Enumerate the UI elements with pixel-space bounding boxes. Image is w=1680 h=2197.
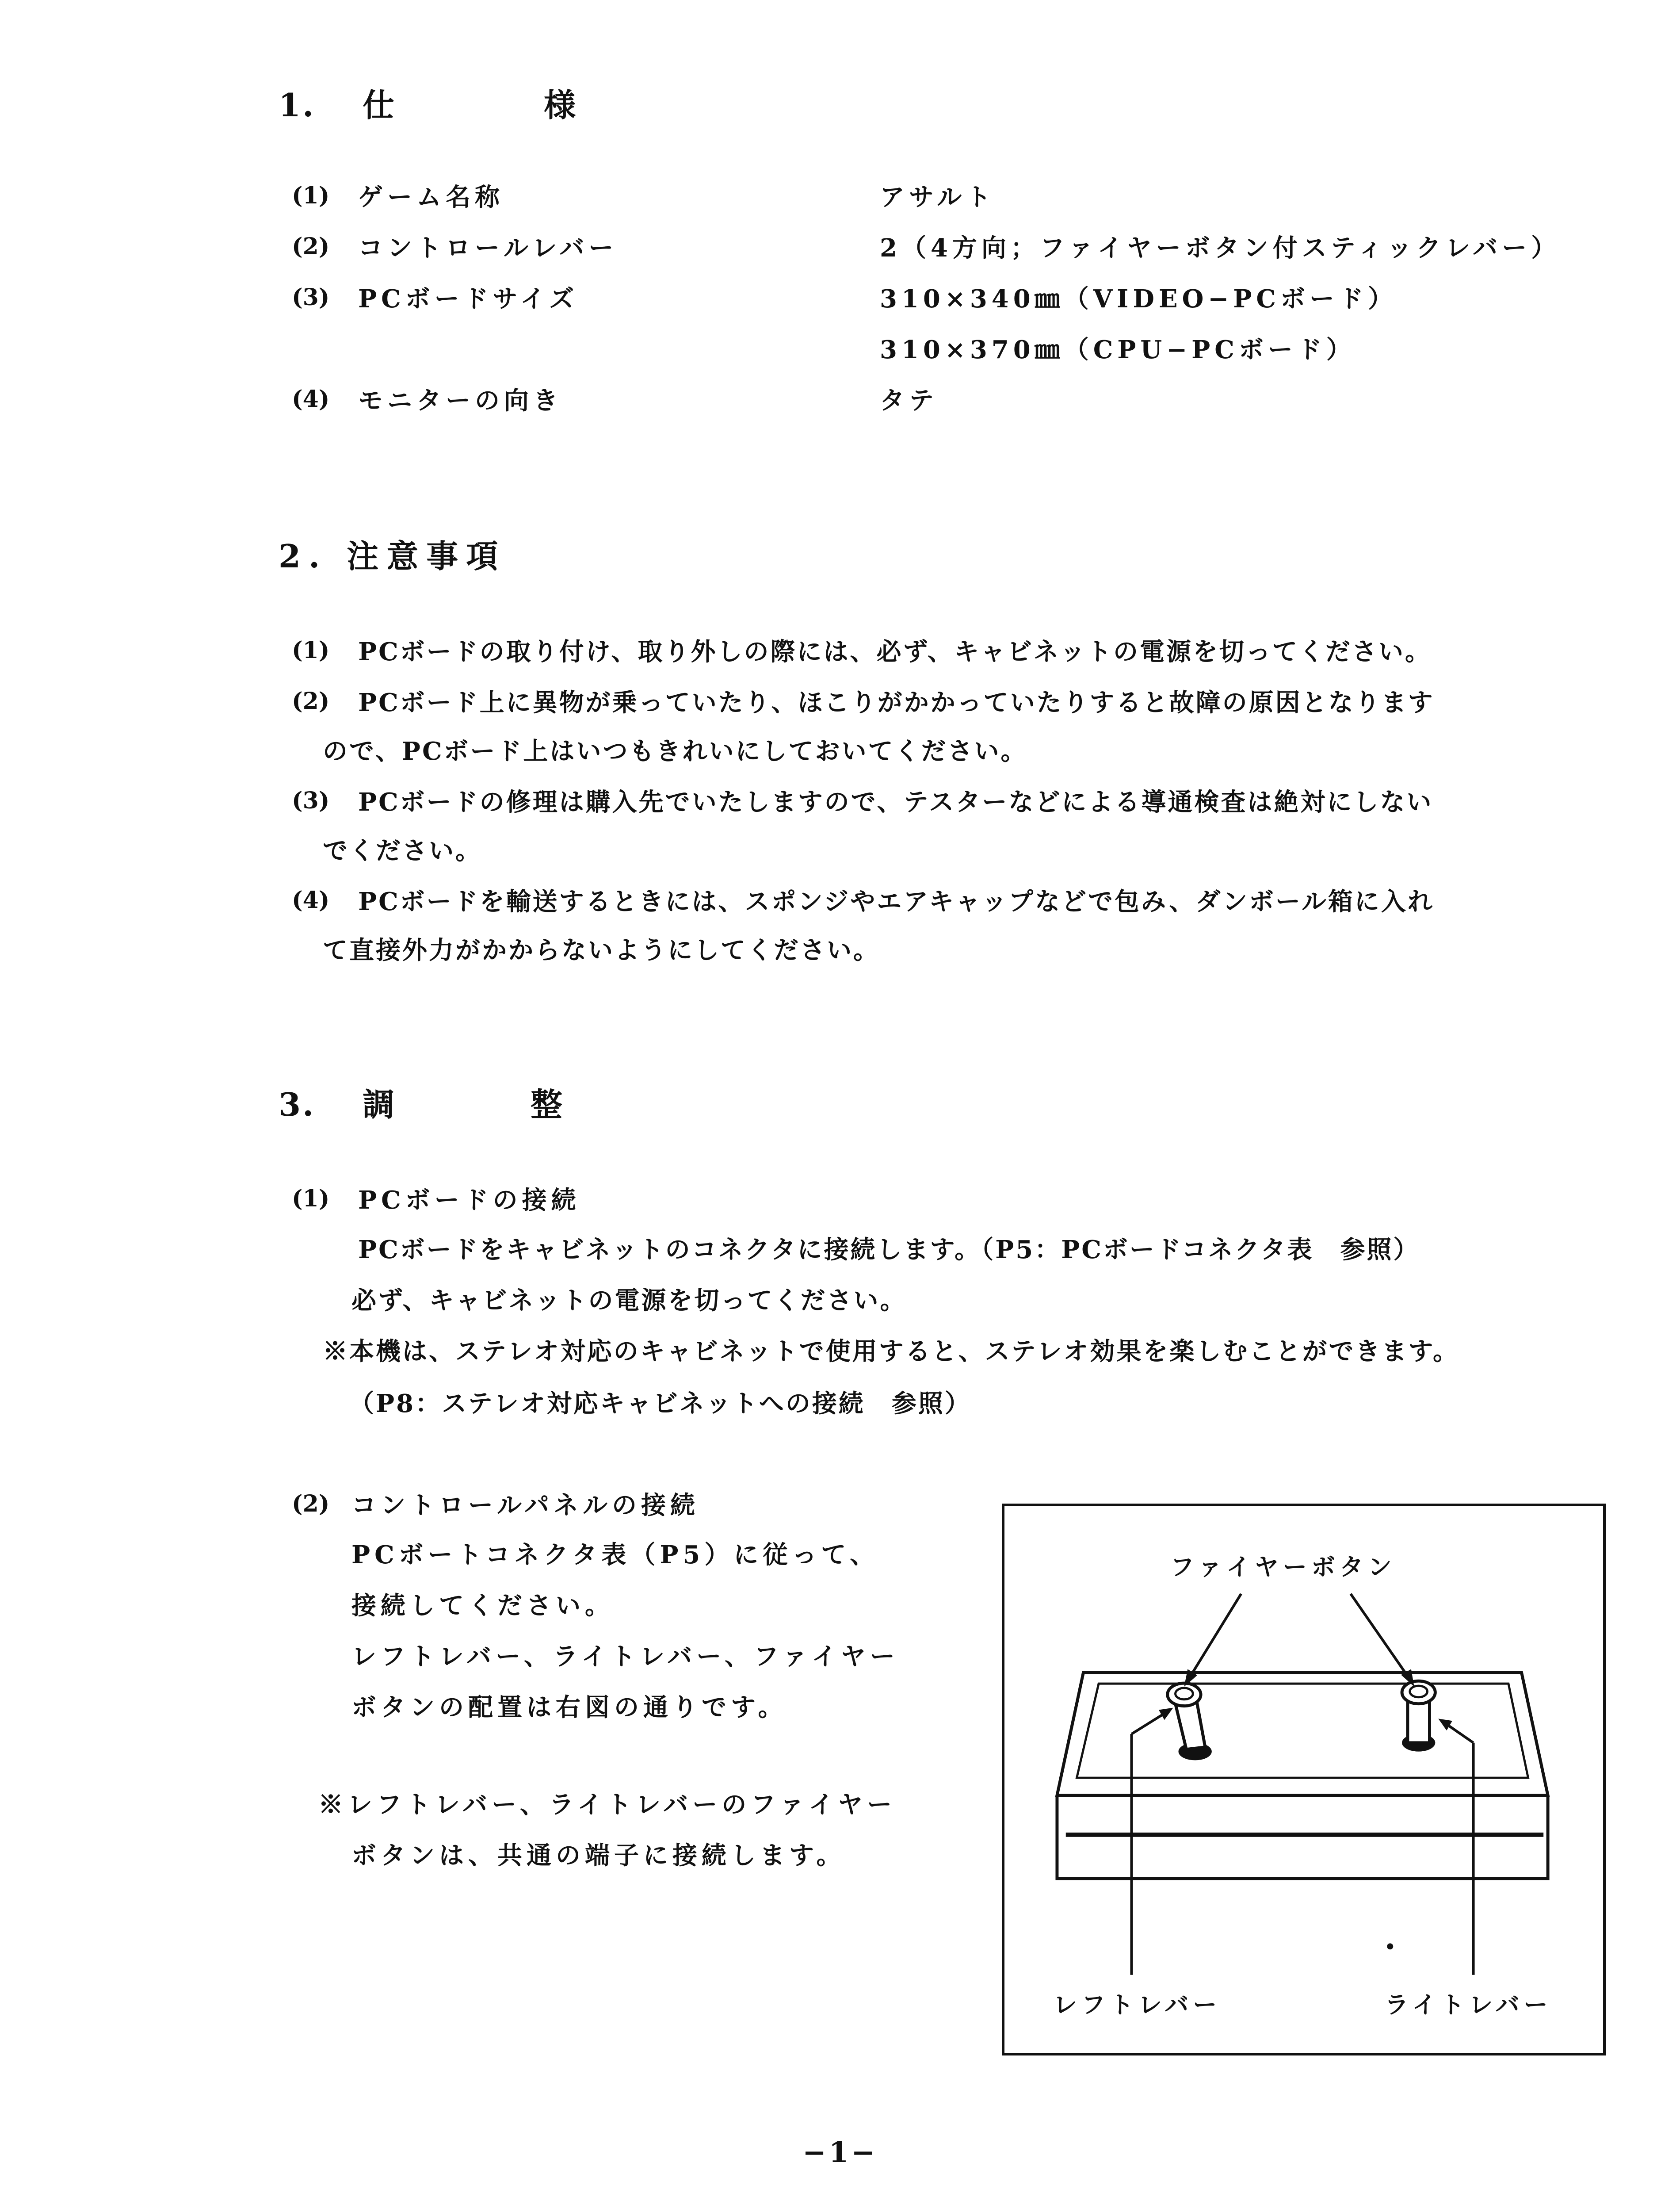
adjust-note-2a: ※レフトレバー、ライトレバーのファイヤー <box>318 1790 897 1819</box>
adjust-heading-1: PCボードの接続 <box>358 1186 580 1215</box>
caution-num-4: (4) <box>292 887 330 914</box>
spec-label-1: ゲーム名称 <box>358 183 504 212</box>
spec-value-4: タテ <box>880 386 938 415</box>
left-stick <box>1168 1683 1212 1760</box>
adjust-note-1b: （P8：ステレオ対応キャビネットへの接続 参照） <box>349 1389 971 1418</box>
spec-label-3: PCボードサイズ <box>358 284 579 314</box>
section3-title-left: 調 <box>363 1086 397 1123</box>
adjust-num-2: (2) <box>292 1490 330 1517</box>
caution-num-3: (3) <box>292 787 330 814</box>
adjust-line-2c: レフトレバー、ライトレバー、ファイヤー <box>351 1642 899 1671</box>
adjust-note-1a: ※本機は、ステレオ対応のキャビネットで使用すると、ステレオ効果を楽しむことができます。 <box>323 1337 1460 1366</box>
adjust-note-2b: ボタンは、共通の端子に接続します。 <box>351 1841 846 1870</box>
spec-num-1: (1) <box>292 182 330 209</box>
spec-label-4: モニターの向き <box>358 386 562 415</box>
adjust-heading-2: コントロールパネルの接続 <box>351 1491 699 1520</box>
spec-value-2: 2（4方向；ファイヤーボタン付スティックレバー） <box>880 233 1561 263</box>
right-lever-label: ライトレバー <box>1385 1990 1552 2019</box>
section1-title-left: 仕 <box>363 86 397 124</box>
adjust-line-2a: PCボートコネクタ表（P5）に従って、 <box>351 1540 879 1569</box>
caution-num-1: (1) <box>292 637 330 664</box>
fire-button-label: ファイヤーボタン <box>1170 1553 1396 1581</box>
section3-title <box>279 1079 564 1125</box>
caution-line-1a: PCボードの取り付け、取り外しの際には、必ず、キャビネットの電源を切ってください。 <box>358 637 1432 666</box>
adjust-num-1: (1) <box>292 1185 330 1212</box>
left-lever-label: レフトレバー <box>1053 1990 1222 2019</box>
spec-value-3b: 310×370㎜（CPU−PCボード） <box>880 335 1355 364</box>
caution-line-4a: PCボードを輸送するときには、スポンジやエアキャップなどで包み、ダンボール箱に入れ <box>358 887 1434 916</box>
spec-num-3: (3) <box>292 284 330 311</box>
section3-title-right: 整 <box>531 1086 565 1123</box>
control-panel-figure <box>1002 1504 1606 2055</box>
control-panel-drawing <box>1004 1506 1603 2053</box>
right-stick <box>1402 1681 1435 1751</box>
spec-value-3: 310×340㎜（VIDEO−PCボード） <box>880 284 1397 314</box>
caution-line-4b: て直接外力がかからないようにしてください。 <box>323 936 880 965</box>
caution-line-3a: PCボードの修理は購入先でいたしますので、テスターなどによる導通検査は絶対にしない <box>358 788 1433 817</box>
section1-title-right: 様 <box>544 86 578 124</box>
adjust-line-1a: PCボードをキャビネットのコネクタに接続します。（P5：PCボードコネクタ表 参照） <box>358 1235 1420 1264</box>
adjust-line-2d: ボタンの配置は右図の通りです。 <box>351 1693 787 1722</box>
section3-title-num: 3. <box>279 1086 316 1123</box>
spec-num-4: (4) <box>292 386 330 413</box>
section1-title <box>279 80 577 126</box>
spec-value-1: アサルト <box>880 183 996 212</box>
adjust-line-2b: 接続してください。 <box>351 1591 614 1620</box>
spec-label-2: コントロールレバー <box>358 233 618 263</box>
caution-line-2a: PCボード上に異物が乗っていたり、ほこりがかかっていたりすると故障の原因となります <box>358 688 1435 717</box>
adjust-line-1b: 必ず、キャビネットの電源を切ってください。 <box>351 1286 907 1315</box>
caution-line-3b: でください。 <box>323 836 482 865</box>
caution-num-2: (2) <box>292 688 330 715</box>
page-number: −1− <box>802 2136 878 2169</box>
spec-num-2: (2) <box>292 233 330 260</box>
section2-title: 2. 注意事項 <box>279 537 506 575</box>
section1-title-num: 1. <box>279 86 316 124</box>
caution-line-2b: ので、PCボード上はいつもきれいにしておいてください。 <box>323 737 1027 766</box>
